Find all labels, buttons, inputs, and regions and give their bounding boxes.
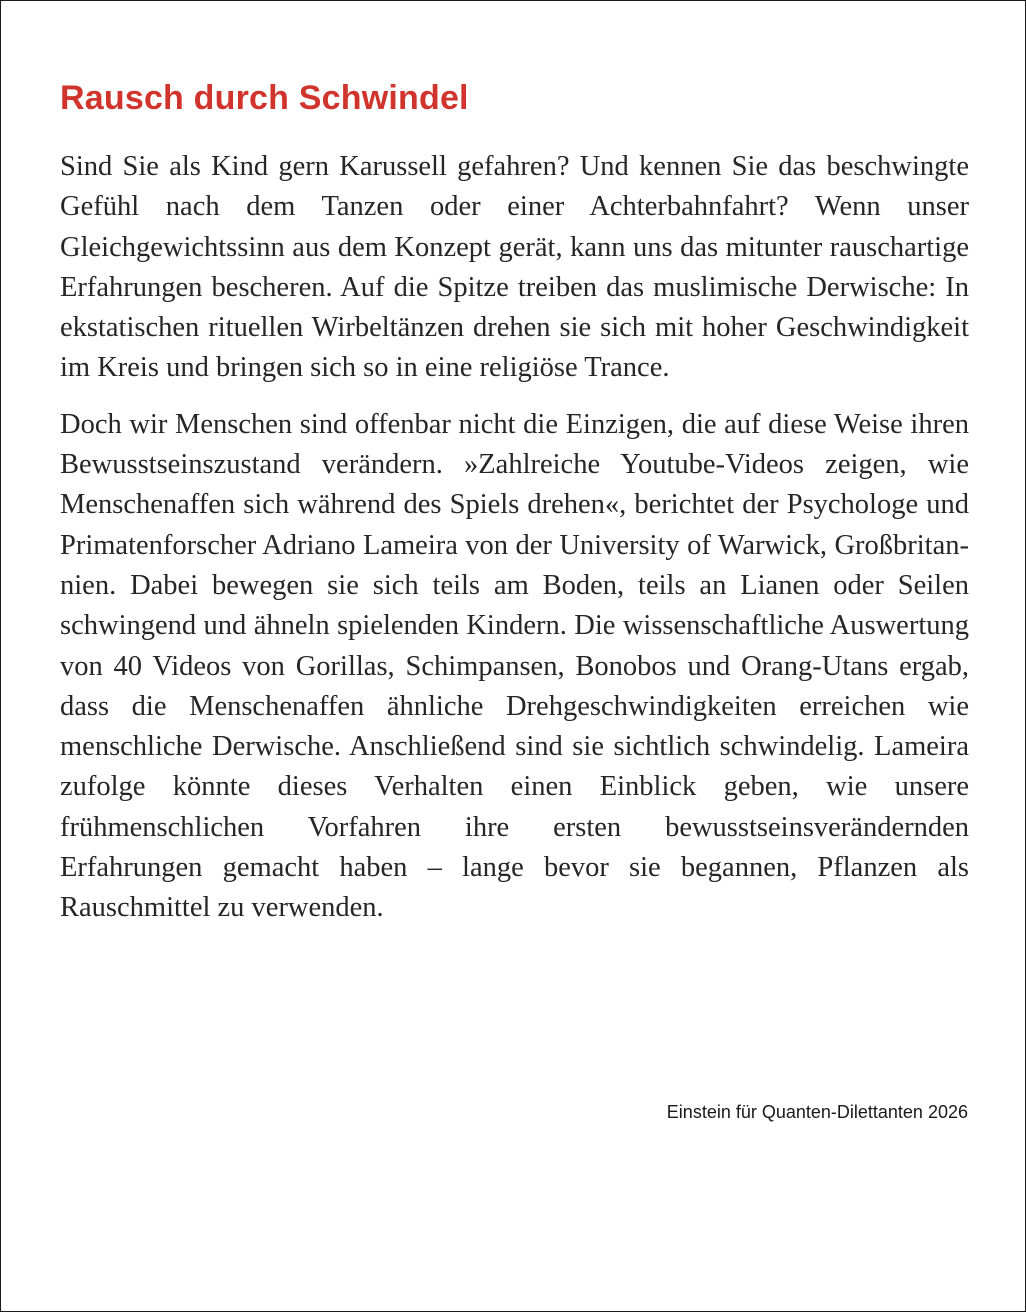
source-credit: Einstein für Quanten-Dilettanten 2026 <box>666 1102 968 1122</box>
paragraph-1: Sind Sie als Kind gern Karussell gefahren? Und kennen Sie das beschwingte Gefühl nach dem Tanzen oder einer Achterbahnfahrt? Wenn unser Gleichgewichtssinn aus dem Konzept gerät, kann uns das mitunter rauschartige Erfahrungen bescheren. Auf die Spitze treiben das muslimische Derwische: In ekstatischen rituellen Wirbeltänzen drehen sie sich mit hoher Geschwindigkeit im Kreis und bringen sich so in eine religiöse Trance. <box>60 151 969 384</box>
article-body <box>60 147 969 929</box>
paragraph-2: Doch wir Menschen sind offenbar nicht die Einzigen, die auf diese Weise ihren Bewusstseinszustand verändern. »Zahlreiche Youtube-Videos zeigen, wie Menschenaffen sich während des Spiels drehen«, berichtet der Psychologe und Primatenforscher Adriano Lameira von der University of Warwick, Großbritannien. Dabei bewegen sie sich teils am Boden, teils an Lianen oder Seilen schwingend und ähneln spielenden Kindern. Die wissenschaftliche Auswertung von 40 Videos von Gorillas, Schimpansen, Bonobos und Orang-Utans ergab, dass die Menschenaffen ähnliche Drehgeschwindigkeiten erreichen wie menschliche Derwische. Anschließend sind sie sichtlich schwindelig. Lameira zufolge könnte dieses Verhalten einen Einblick geben, wie unsere frühmenschlichen Vorfahren ihre ersten bewusstseinsverändernden Erfahrungen gemacht haben – lange bevor sie begannen, Pflanzen als Rauschmittel zu verwenden. <box>60 408 969 924</box>
article-title: Rausch durch Schwindel <box>60 79 469 117</box>
